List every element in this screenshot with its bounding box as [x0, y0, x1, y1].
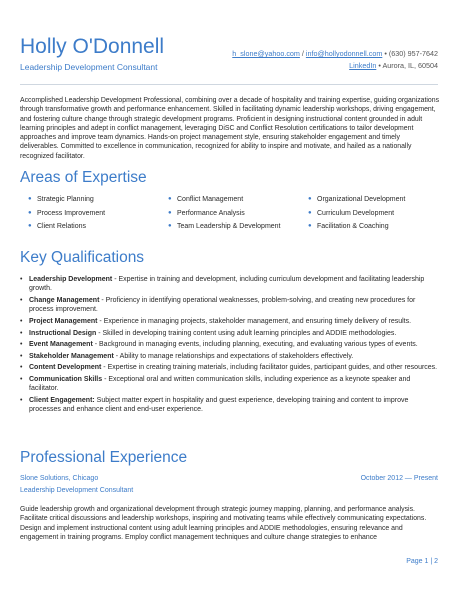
expertise-item: ● Curriculum Development	[308, 209, 395, 217]
email-link-2[interactable]: info@hollyodonnell.com	[305, 49, 383, 58]
bullet-icon: •	[20, 297, 23, 304]
qualification-item: • Leadership Development - Expertise in training and development, including curriculum development and facilitating leadership growth.	[20, 276, 425, 293]
section-title-qualifications: Key Qualifications	[20, 249, 145, 266]
qualification-item: • Content Development - Expertise in creating training materials, including facilitator guides, participant guides, and other resources.	[20, 364, 438, 372]
bullet-icon: •	[20, 364, 23, 372]
bullet-icon: •	[20, 341, 23, 349]
qualification-item: • Stakeholder Management - Ability to manage relationships and expectations of stakeholders effectively.	[20, 352, 354, 360]
qualification-item: • Communication Skills - Exceptional oral and written communication skills, including experience as a keynote speaker and facilitator.	[20, 375, 411, 393]
section-title-expertise: Areas of Expertise	[20, 169, 147, 186]
professional-summary: Accomplished Leadership Development Professional, combining over a decade of hospitality and training expertise, guiding organizations through transformative growth and performance enhancement. Skilled in facilitating dynamic leadership workshops, driving engagement, and fostering culture change through strategic development programs. Proficient in designing instructional content grounded in adult learning principles and adept in conflict management, leveraging DiSC and Conflict Resolution certifications to tailor development approaches and improve team dynamics. Hands-on project management style, ensuring stakeholder engagement and timely deliverables. Committed to excellence in communication, recognized for ability to inspire and motivate, and hailed as a nationally recognized facilitator.	[20, 97, 440, 160]
expertise-item: ● Client Relations	[28, 223, 87, 230]
bullet-icon: ●	[168, 223, 172, 229]
expertise-item: ● Organizational Development	[308, 196, 406, 203]
qualification-item: • Instructional Design - Skilled in developing training content using adult learning principles and ADDIE methodologies.	[20, 329, 397, 337]
location: • Aurora, IL, 60504	[378, 61, 438, 70]
expertise-grid	[20, 195, 440, 232]
section-title-experience: Professional Experience	[20, 449, 188, 466]
bullet-icon: ●	[28, 196, 32, 202]
bullet-icon: ●	[168, 196, 172, 202]
email-separator: /	[301, 49, 304, 58]
bullet-icon: ●	[308, 223, 312, 229]
page-number: Page 1 | 2	[406, 558, 438, 565]
header-divider	[20, 84, 438, 85]
bullet-icon: •	[20, 396, 23, 404]
email-link-1[interactable]: h_slone@yahoo.com	[232, 49, 300, 58]
expertise-item: ● Strategic Planning	[28, 196, 94, 203]
qualification-item: • Event Management - Background in managing events, including planning, executing, and evaluating various types of events.	[20, 341, 418, 349]
bullet-icon: •	[20, 352, 23, 360]
expertise-item: ● Team Leadership & Development	[168, 223, 281, 230]
expertise-item: ● Facilitation & Coaching	[308, 223, 389, 230]
bullet-icon: •	[20, 318, 23, 325]
contact-line-1	[232, 48, 438, 60]
contact-line-2	[232, 60, 438, 72]
candidate-title: Leadership Development Consultant	[20, 62, 158, 72]
bullet-icon: •	[20, 329, 23, 337]
job-company: Slone Solutions, Chicago	[20, 475, 99, 482]
qualifications-list	[20, 275, 440, 417]
bullet-icon: ●	[28, 209, 32, 216]
bullet-icon: ●	[308, 209, 312, 216]
qualification-item: • Change Management - Proficiency in identifying operational weaknesses, problem-solving, and creating new procedures for process improvement.	[20, 297, 416, 314]
qualification-item: • Project Management - Experience in managing projects, stakeholder management, and ensuring timely delivery of results.	[20, 318, 412, 325]
job-dates: October 2012 — Present	[360, 475, 438, 482]
candidate-name: Holly O'Donnell	[20, 35, 165, 58]
job-role: Leadership Development Consultant	[20, 487, 134, 494]
bullet-icon: •	[20, 375, 23, 383]
qualification-item: • Client Engagement: Subject matter expert in hospitality and guest experience, developing training and content to improve processes and enhance client and end-user experience.	[20, 396, 409, 414]
bullet-icon: •	[20, 276, 23, 283]
expertise-item: ● Conflict Management	[168, 196, 244, 203]
linkedin-link[interactable]: LinkedIn	[349, 61, 377, 70]
job-description: Guide leadership growth and organizational development through strategic journey mapping, planning, and performance analysis. Facilitate critical discussions and leadership workshops, inspiring and motivating teams while effectively communicating expectations. Design and implement instructional content using adult learning principles and ADDIE methodologies, ensuring relevance and engagement in training programs. Employ conflict management techniques and culture change strategies to enhance	[20, 506, 427, 541]
contact-info	[232, 48, 438, 72]
phone-number: • (630) 957-7642	[384, 49, 438, 58]
expertise-item: ● Process Improvement	[28, 209, 106, 217]
bullet-icon: ●	[308, 196, 312, 202]
expertise-item: ● Performance Analysis	[168, 209, 245, 217]
bullet-icon: ●	[168, 209, 172, 216]
bullet-icon: ●	[28, 223, 32, 229]
